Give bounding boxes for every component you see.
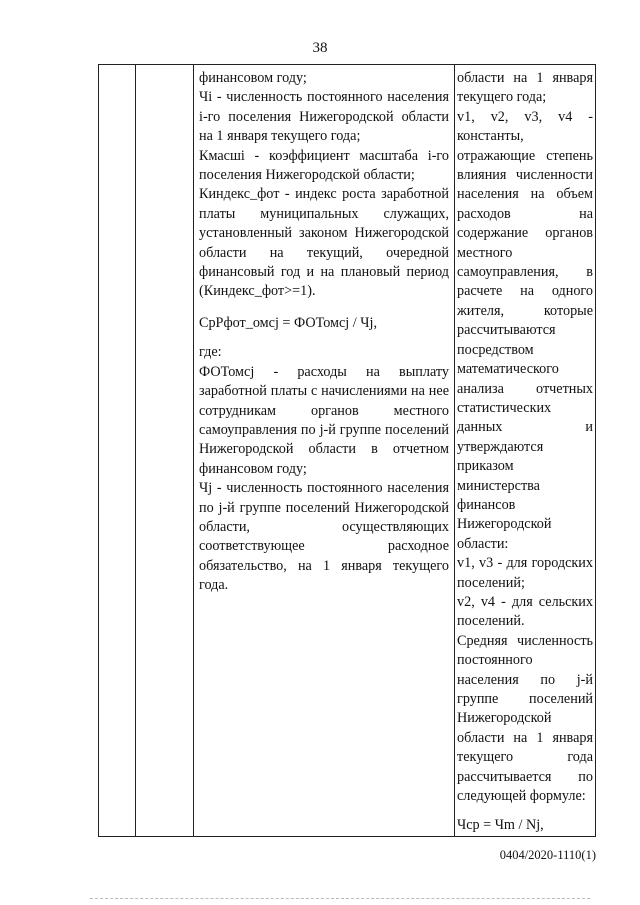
right-formula: Чср = Чm / Nj, [457, 817, 544, 834]
right-paragraph: v1, v2, v3, v4 - константы, отражающие степень влияния численности населения на объем расходов на содержание органов местного самоуправления, в расчете на одного жителя, которые рассчитываются посредством математического анализа отчетных статистических данных и утверждаются приказом министерства финансов Нижегородской области: [457, 108, 593, 552]
table-column-divider-2 [193, 65, 194, 836]
table-column-divider-1 [135, 65, 136, 836]
bottom-edge-divider [90, 898, 590, 902]
where-label: где: [199, 344, 222, 361]
main-paragraph: Чi - численность постоянного населения i-го поселения Нижегородской области на 1 января текущего года; [199, 89, 449, 145]
right-paragraph: v1, v3 - для городских поселений; [457, 555, 593, 591]
document-footer-code: 0404/2020-1110(1) [499, 848, 596, 862]
main-text-column [199, 69, 449, 596]
page-number: 38 [312, 40, 328, 56]
table-column-divider-3 [454, 65, 455, 836]
main-paragraph: Киндекс_фот - индекс роста заработной платы муниципальных служащих, установленный законом Нижегородской области на текущий, очередной финансовый год и на плановый период (Киндекс_фот>=1). [199, 186, 449, 300]
main-paragraph: Кмасшi - коэффициент масштаба i-го поселения Нижегородской области; [199, 147, 449, 184]
main-formula: СрРфот_омсj = ФОТомсj / Чj, [199, 314, 377, 331]
right-paragraph: Средняя численность постоянного населения по j-й группе поселений Нижегородской области на 1 января текущего года рассчитывается по следующей формуле: [457, 632, 593, 805]
main-paragraph: Чj - численность постоянного населения по j-й группе поселений Нижегородской области, осуществляющих соответствующее расходное обязательство, на 1 января текущего года. [199, 480, 449, 594]
main-paragraph: ФОТомсj - расходы на выплату заработной платы с начислениями на нее сотрудникам органов местного самоуправления по j-й группе поселений Нижегородской области в отчетном финансовом году; [199, 363, 449, 477]
right-paragraph: области на 1 января текущего года; [457, 70, 593, 106]
right-text-column [457, 69, 593, 836]
document-table [98, 64, 596, 837]
right-paragraph: v2, v4 - для сельских поселений. [457, 593, 593, 630]
main-paragraph: финансовом году; [199, 70, 307, 86]
